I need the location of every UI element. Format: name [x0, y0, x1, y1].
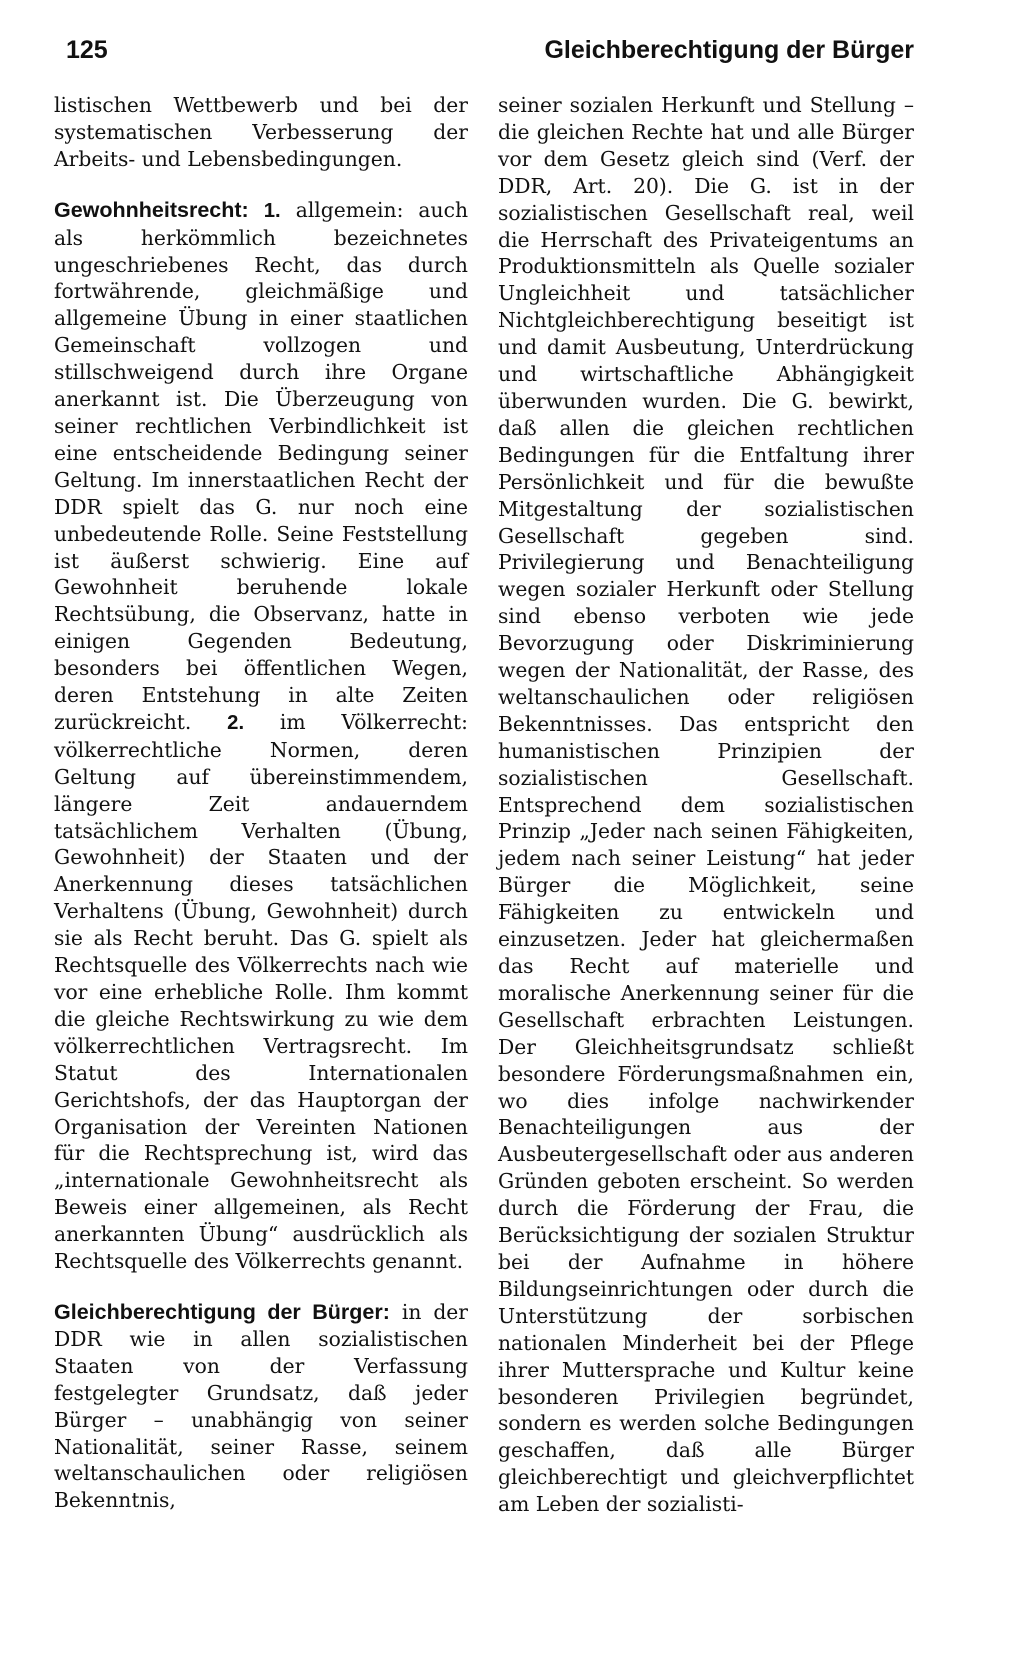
entry-headword: Gewohnheitsrecht: [54, 197, 249, 222]
entry-headword: Gleichberechtigung der Bürger: [54, 1299, 390, 1324]
entry-body-text: seiner sozialen Herkunft und Stellung – die gleichen Rechte hat und alle Bürger vor dem Gesetz gleich sind (Verf. der DDR, Art. 20). Die G. ist in der sozialistischen Gesellschaft real, weil die Herrschaft des Privateigentums an Produktionsmitteln als Quelle sozialer Ungleichheit und tatsächlicher Nichtgleichberechtigung beseitigt ist und damit Ausbeutung, Unterdrückung und wirtschaftliche Abhängigkeit überwunden wurden. Die G. bewirkt, daß allen die gleichen rechtlichen Bedingungen für die Entfaltung ihrer Persönlichkeit und für die bewußte Mitgestaltung der sozialistischen Gesellschaft gegeben sind. Privilegierung und Benachteiligung wegen sozialer Herkunft oder Stellung sind ebenso verboten wie jede Bevorzugung oder Diskriminierung wegen der Nationalität, der Rasse, des weltanschaulichen oder religiösen Bekenntnisses. Das entspricht den humanistischen Prinzipien der sozialistischen Gesellschaft. Entsprechend dem sozialistischen Prinzip „Jeder nach seinen Fähigkeiten, jedem nach seiner Leistung“ hat jeder Bürger die Möglichkeit, seine Fähigkeiten zu entwickeln und einzusetzen. Jeder hat gleichermaßen das Recht auf materielle und moralische Anerkennung seiner für die Gesellschaft erbrachten Leistungen. Der Gleichheitsgrundsatz schließt besondere Förderungsmaßnahmen ein, wo dies infolge nachwirkender Benachteiligungen aus der Ausbeutergesellschaft oder aus anderen Gründen geboten erscheint. So werden durch die Förderung der Frau, die Berücksichtigung der sozialen Struktur bei der Aufnahme in höhere Bildungseinrichtungen oder durch die Unterstützung der sorbischen nationalen Minderheit bei der Pflege ihrer Muttersprache und Kultur keine besonderen Privilegien begründet, sondern es werden solche Bedingungen geschaffen, daß alle Bürger gleichberechtigt und gleichverpflichtet am Leben der sozialisti- [498, 93, 914, 1517]
page-number: 125 [66, 36, 108, 64]
running-head: Gleichberechtigung der Bürger [544, 36, 914, 64]
continuation-text: listischen Wettbewerb und bei der systematischen Verbesserung der Arbeits- und Lebensbedingungen. [54, 93, 468, 171]
right-column [498, 92, 914, 1518]
entry-body-text: in der DDR wie in allen sozialistischen Staaten von der Verfassung festgelegter Grundsatz, daß jeder Bürger – unabhängig von seiner Nationalität, seiner Rasse, seinem weltanschaulichen oder religiösen Bekenntnis, [54, 1299, 468, 1513]
continuation-paragraph [54, 92, 468, 173]
entry-gewohnheitsrecht [54, 197, 468, 1275]
entry-gleichberechtigung-continued [498, 92, 914, 1518]
entry-body-text: im Völkerrecht: völkerrechtliche Normen, deren Geltung auf übereinstimmendem, längere Zeit andauerndem tatsächlichem Verhalten (Übung, Gewohnheit) der Staaten und der Anerkennung dieses tatsächlichen Verhaltens (Übung, Gewohnheit) durch sie als Recht beruht. Das G. spielt als Rechtsquelle des Völkerrechts nach wie vor eine erhebliche Rolle. Ihm kommt die gleiche Rechtswirkung zu wie dem völkerrechtlichen Vertragsrecht. Im Statut des Internationalen Gerichtshofs, der das Hauptorgan der Organisation der Vereinten Nationen für die Rechtsprechung ist, wird das „internationale Gewohnheitsrecht als Beweis einer allgemeinen, als Recht anerkannten Übung“ ausdrücklich als Rechtsquelle des Völkerrechts genannt. [54, 709, 468, 1274]
left-column [54, 92, 468, 1514]
sense-number: 2. [227, 711, 245, 734]
entry-gleichberechtigung [54, 1299, 468, 1514]
page-header [66, 36, 914, 72]
entry-spacer [54, 1275, 468, 1299]
entry-body-text: allgemein: auch als herkömmlich bezeichnetes ungeschriebenes Recht, das durch fortwährende, gleichmäßige und allgemeine Übung in einer staatlichen Gemeinschaft vollzogen und stillschweigend durch ihre Organe anerkannt ist. Die Überzeugung von seiner rechtlichen Verbindlichkeit ist eine entscheidende Bedingung seiner Geltung. Im innerstaatlichen Recht der DDR spielt das G. nur noch eine unbedeutende Rolle. Seine Feststellung ist äußerst schwierig. Eine auf Gewohnheit beruhende lokale Rechtsübung, die Observanz, hatte in einigen Gegenden Bedeutung, besonders bei öffentlichen Wegen, deren Entstehung in alte Zeiten zurückreicht. [54, 197, 469, 734]
sense-number: 1. [263, 199, 281, 222]
entry-spacer [54, 173, 468, 197]
